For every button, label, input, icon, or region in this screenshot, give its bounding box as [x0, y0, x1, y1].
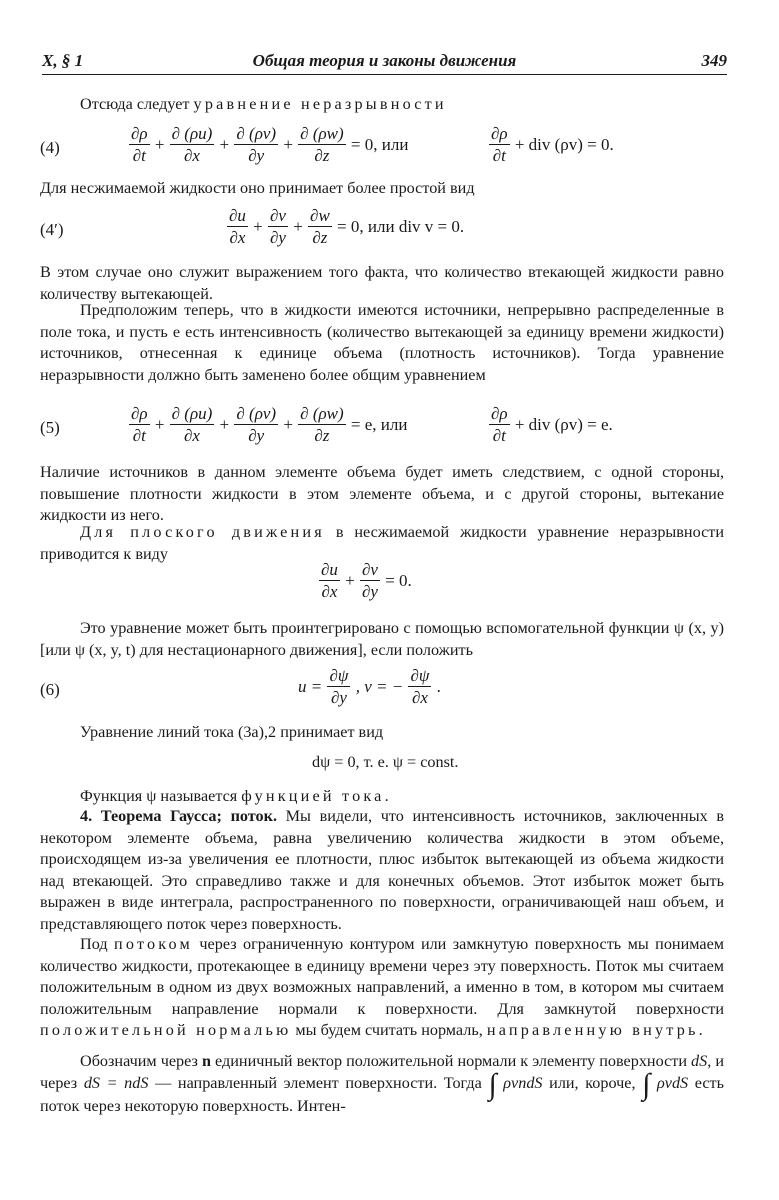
section-heading: 4. Теорема Гаусса; поток. [80, 807, 277, 825]
equation-4-prime [0, 206, 779, 252]
equation-5 [0, 404, 779, 450]
equation-4 [0, 124, 779, 170]
equation-number: (5) [40, 418, 60, 437]
header-section: X, § 1 [42, 51, 84, 70]
formula-div: $\frac{\partial\rho}{\partial t}$ + div (ρv) = 0. [491, 124, 614, 165]
continuity-intro: Отсюда следует уравнение неразрывности [80, 95, 447, 113]
header-title: Общая теория и законы движения [252, 51, 517, 70]
equation-dpsi: dψ = 0, т. е. ψ = const. [312, 753, 459, 771]
incompressible-text: Для несжимаемой жидкости оно принимает более простой вид [40, 179, 475, 197]
normal-paragraph: Обозначим через n единичный вектор положительной нормали к элементу поверхности dS, и через dS = ndS — направленный элемент поверхности. Тогда ∫ ρvndS или, короче, ∫ ρvdS есть поток через некоторую поверхность. Интен- [40, 1052, 724, 1115]
stream-function-definition: Функция ψ называется функцией тока. [80, 787, 389, 805]
formula: $\frac{\partial\rho}{\partial t}$ + $\frac{\partial (\rho u)}{\partial x}$ + $\frac{\partial (\rho v)}{\partial y}$ + $\frac{\partial (\rho w)}{\partial z}$ = e, или [131, 404, 408, 445]
formula: $\frac{\partial u}{\partial x}$ + $\frac{\partial v}{\partial y}$ = 0. [321, 560, 412, 601]
integral-sign: ∫ [488, 1068, 497, 1101]
gauss-theorem-paragraph: 4. Теорема Гаусса; поток. Мы видели, что интенсивность источников, заключенных в некотором элементе объема, равна увеличению количества жидкости в этом объеме, происходящем из-за увеличения ее плотности, плюс избыток вытекающей из объема жидкости над втекающей. Это справедливо также и для конечных объемов. Этот избыток может быть выражен в виде интеграла, распространенного по поверхности, ограничивающей наш объем, и представляющего поток через поверхность. [40, 807, 724, 933]
equation-number: (4) [40, 138, 60, 157]
page-number: 349 [701, 51, 727, 70]
equation-plane [0, 560, 779, 606]
integral-sign: ∫ [642, 1068, 651, 1101]
sources-effect-paragraph: Наличие источников в данном элементе объема будет иметь следствием, с одной стороны, повышение плотности жидкости в этом элементе объема, и с другой стороны, вытекание жидкости из него. [40, 463, 724, 525]
meaning-paragraph: В этом случае оно служит выражением того факта, что количество втекающей жидкости равно количеству вытекающей. [40, 263, 724, 303]
flux-paragraph: Под потоком через ограниченную контуром или замкнутую поверхность мы понимаем количество жидкости, протекающее в единицу времени через эту поверхность. Поток мы считаем положительным в одном из двух возможных направлений, а именно в том, в котором мы считаем положительным направление нормали к поверхности. Для замкнутой поверхности положительной нормалью мы будем считать нормаль, направленную внутрь. [40, 935, 724, 1040]
plane-motion-paragraph: Для плоского движения в несжимаемой жидкости уравнение неразрывности приводится к виду [40, 523, 725, 563]
equation-number: (4′) [40, 220, 64, 239]
stream-lines-text: Уравнение линий тока (3а),2 принимает вид [80, 723, 384, 741]
equation-number: (6) [40, 680, 60, 699]
sources-paragraph: Предположим теперь, что в жидкости имеются источники, непрерывно распределенные в поле тока, и пусть e есть интенсивность (количество вытекающей за единицу времени жидкости) источников, отнесенная к единице объема (плотность источников). Тогда уравнение неразрывности должно быть заменено более общим уравнением [40, 301, 724, 384]
equation-6 [0, 666, 779, 712]
formula: $\frac{\partial u}{\partial x}$ + $\frac{\partial v}{\partial y}$ + $\frac{\partial w}{\partial z}$ = 0, или div v = 0. [229, 206, 465, 247]
formula-div: $\frac{\partial\rho}{\partial t}$ + div (ρv) = e. [491, 404, 613, 445]
formula: u = $\frac{\partial\psi}{\partial y}$ , v = − $\frac{\partial\psi}{\partial x}$ . [298, 666, 441, 707]
stream-function-intro: Это уравнение может быть проинтегрировано с помощью вспомогательной функции ψ (x, y) [или ψ (x, y, t) для нестационарного движения], если положить [40, 619, 724, 659]
running-header [42, 46, 727, 75]
formula: $\frac{\partial\rho}{\partial t}$ + $\frac{\partial (\rho u)}{\partial x}$ + $\frac{\partial (\rho v)}{\partial y}$ + $\frac{\partial (\rho w)}{\partial z}$ = 0, или [131, 124, 409, 165]
